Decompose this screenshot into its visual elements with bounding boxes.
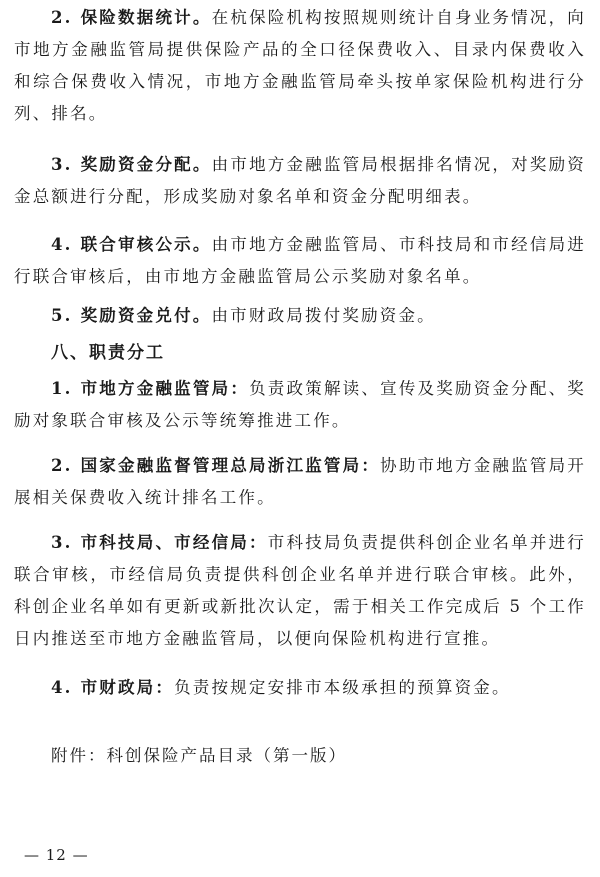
duty-heading: 2. 国家金融监督管理总局浙江监管局： <box>51 456 381 475</box>
section-title: 八、职责分工 <box>51 343 165 363</box>
duty-body: 负责按规定安排市本级承担的预算资金。 <box>174 678 511 697</box>
duty-body: 负责政策解读、宣传及奖励资金分配、奖励对象联合审核及公示等统筹推进工作。 <box>14 379 586 430</box>
duty-science-and-economy-bureaus <box>14 527 586 655</box>
paragraph-insurance-data-statistics <box>14 2 586 130</box>
duty-heading: 4. 市财政局： <box>51 678 175 697</box>
paragraph-heading: 5. 奖励资金兑付。 <box>51 306 212 325</box>
duty-heading: 1. 市地方金融监管局： <box>51 379 250 398</box>
paragraph-body: 在杭保险机构按照规则统计自身业务情况，向市地方金融监管局提供保险产品的全口径保费收入、目录内保费收入和综合保费收入情况，市地方金融监管局牵头按单家保险机构进行分列、排名。 <box>14 8 586 123</box>
duty-body: 协助市地方金融监管局开展相关保费收入统计排名工作。 <box>14 456 587 507</box>
paragraph-body: 由市地方金融监管局根据排名情况，对奖励资金总额进行分配，形成奖励对象名单和资金分配明细表。 <box>14 155 586 206</box>
duty-financial-regulatory-bureau <box>14 373 586 437</box>
paragraph-heading: 4. 联合审核公示。 <box>51 235 212 254</box>
paragraph-heading: 3. 奖励资金分配。 <box>51 155 212 174</box>
paragraph-body: 由市地方金融监管局、市科技局和市经信局进行联合审核后，由市地方金融监管局公示奖励对象名单。 <box>14 235 586 286</box>
paragraph-reward-fund-allocation <box>14 149 586 213</box>
duty-zhejiang-regulatory-bureau <box>14 450 586 514</box>
paragraph-body: 由市财政局拨付奖励资金。 <box>211 306 436 325</box>
duty-finance-bureau <box>14 672 586 704</box>
duty-heading: 3. 市科技局、市经信局： <box>51 533 268 552</box>
attachment-note: 附件：科创保险产品目录（第一版） <box>51 746 347 765</box>
paragraph-heading: 2. 保险数据统计。 <box>51 8 212 27</box>
paragraph-reward-fund-payment <box>14 300 586 332</box>
paragraph-joint-review-publicity <box>14 229 586 293</box>
duty-body: 市科技局负责提供科创企业名单并进行联合审核，市经信局负责提供科创企业名单并进行联合审核。此外，科创企业名单如有更新或新批次认定，需于相关工作完成后 5 个工作日内推送至市地方金融监管局，以便向保险机构进行宣推。 <box>14 533 586 648</box>
page-number: — 12 — <box>24 846 89 864</box>
